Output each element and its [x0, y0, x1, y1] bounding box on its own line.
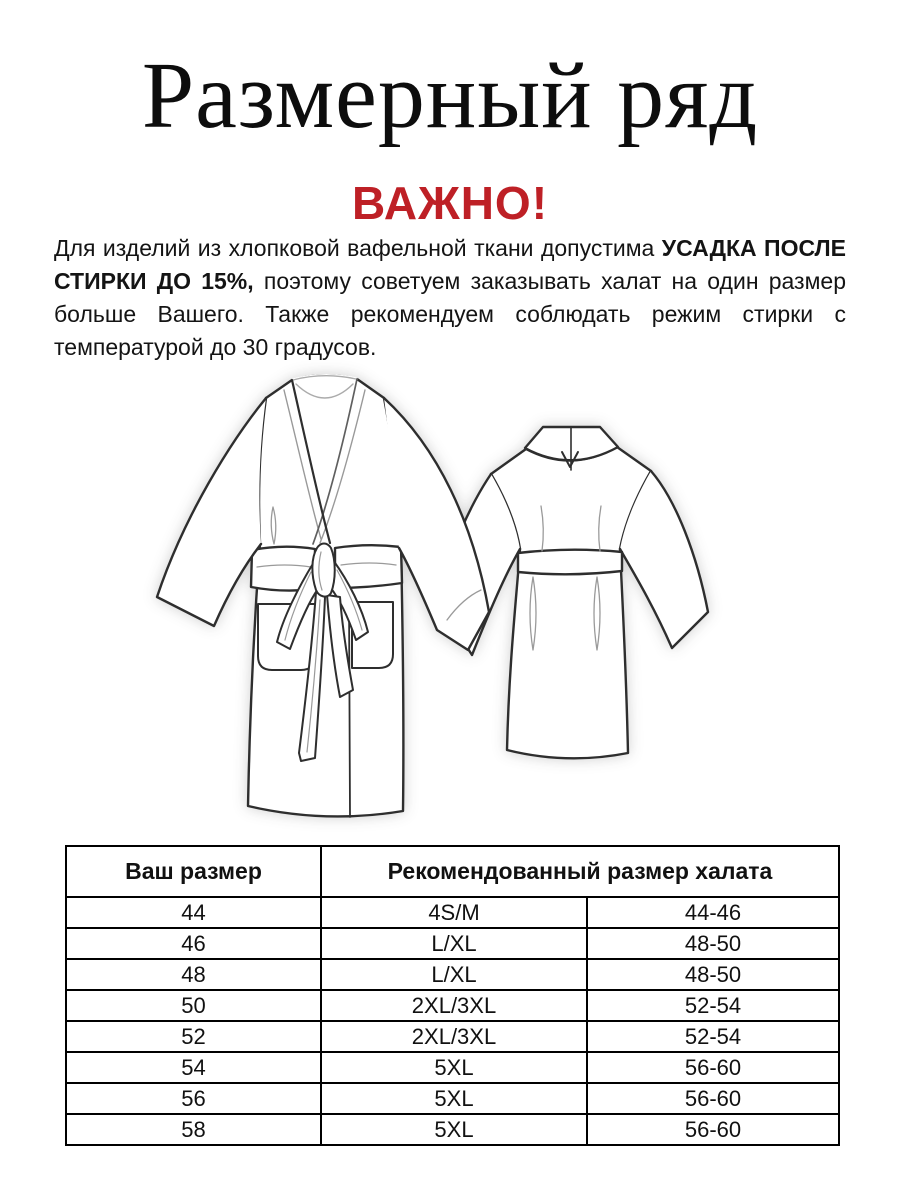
cell-robe-size: 5XL	[321, 1052, 587, 1083]
size-table	[65, 845, 840, 1146]
cell-size-range: 52-54	[587, 1021, 839, 1052]
cell-your-size: 48	[66, 959, 321, 990]
notice-text-start: Для изделий из хлопковой вафельной ткани допустима	[54, 235, 655, 261]
cell-size-range: 48-50	[587, 928, 839, 959]
notice-text-bold: УСАДКА ПОСЛЕ СТИРКИ ДО 15%,	[54, 235, 846, 294]
cell-robe-size: 4S/M	[321, 897, 587, 928]
cell-robe-size: 2XL/3XL	[321, 1021, 587, 1052]
cell-size-range: 56-60	[587, 1052, 839, 1083]
important-heading: ВАЖНО!	[351, 177, 549, 229]
table-row	[66, 1052, 839, 1083]
bow-knot	[312, 544, 334, 597]
front-center-seam	[349, 595, 350, 817]
back-body	[491, 447, 651, 758]
back-belt	[518, 550, 622, 575]
robe-front-view	[157, 375, 489, 817]
cell-your-size: 52	[66, 1021, 321, 1052]
size-table-header-row	[66, 846, 839, 897]
page-title: Размерный ряд	[141, 44, 759, 148]
cell-size-range: 52-54	[587, 990, 839, 1021]
table-row	[66, 959, 839, 990]
table-row	[66, 1083, 839, 1114]
cell-robe-size: L/XL	[321, 928, 587, 959]
cell-size-range: 44-46	[587, 897, 839, 928]
shrinkage-notice	[54, 232, 846, 364]
cell-your-size: 58	[66, 1114, 321, 1145]
table-row	[66, 1021, 839, 1052]
header-your-size: Ваш размер	[66, 846, 321, 897]
table-row	[66, 897, 839, 928]
cell-robe-size: 5XL	[321, 1083, 587, 1114]
table-row	[66, 990, 839, 1021]
cell-your-size: 54	[66, 1052, 321, 1083]
table-row	[66, 1114, 839, 1145]
notice-text-end: поэтому советуем заказывать халат на один размер больше Вашего. Также рекомендуем соблюдать режим стирки с температурой до 30 градусов.	[54, 268, 846, 360]
size-table-body	[66, 897, 839, 1145]
cell-robe-size: L/XL	[321, 959, 587, 990]
cell-size-range: 56-60	[587, 1083, 839, 1114]
cell-size-range: 56-60	[587, 1114, 839, 1145]
bathrobe-technical-sketch	[120, 346, 780, 836]
cell-your-size: 46	[66, 928, 321, 959]
header-recommended-size: Рекомендованный размер халата	[321, 846, 839, 897]
cell-robe-size: 5XL	[321, 1114, 587, 1145]
table-row	[66, 928, 839, 959]
cell-your-size: 44	[66, 897, 321, 928]
cell-size-range: 48-50	[587, 959, 839, 990]
cell-robe-size: 2XL/3XL	[321, 990, 587, 1021]
cell-your-size: 56	[66, 1083, 321, 1114]
cell-your-size: 50	[66, 990, 321, 1021]
